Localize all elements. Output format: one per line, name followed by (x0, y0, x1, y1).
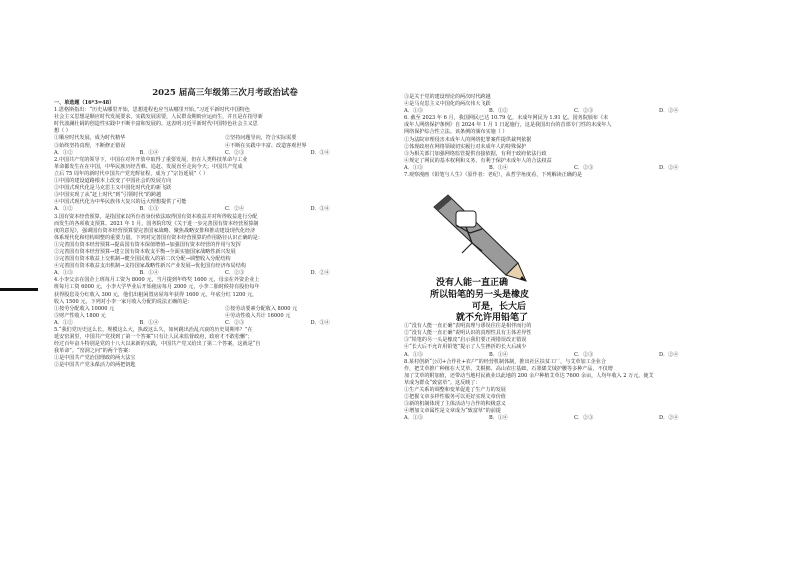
question-text-line: 4.小李父亲在国企上班每月工资为 8000 元，当月提到年终奖 1600 元，母亲在外资企业上 (54, 277, 260, 284)
question-block (404, 115, 744, 165)
answer-row (404, 415, 744, 422)
answer-choice: A．①③ (404, 415, 423, 422)
right-column (404, 94, 744, 422)
answer-choice: D．②④ (310, 270, 330, 277)
question-block (54, 214, 396, 271)
statement-option: ④规定了网民的基本权利和义务，有利于保护未成年人的合法权益 (404, 157, 552, 164)
answer-choice: C．②③ (574, 351, 594, 358)
answer-choice: A．①② (54, 206, 73, 213)
statement-option: ①是中国共产党治国理政的两大法宝 (54, 355, 136, 362)
statement-option: ④不断在实践中丰富、改造客观世界 (225, 142, 307, 149)
exam-title: 2025 届高三年级第三次月考政治试卷 (152, 88, 298, 98)
left-question-list (54, 107, 396, 369)
statement-option: ③始终坚持真理，不断修正错误 (54, 142, 126, 149)
question-text-line: 成年人网络保护条例》自 2024 年 1 月 1 日起施行，这是我国出台的首部专门性的未成年人 (404, 122, 612, 129)
statement-options (404, 137, 744, 165)
question-text-line: 1.恩格斯指出：“历史从哪里开始，思想进程也应当从哪里开始。”习近平新时代中国特色 (54, 107, 250, 114)
statement-option: ①“没有人能一直正确”表明真理与谬误往往是相伴而行的 (404, 323, 532, 330)
answer-choice: B．①④ (489, 351, 509, 358)
answer-choice: D．②④ (659, 108, 679, 115)
cartoon-caption-2: 所以铅笔的另一头是橡皮 (430, 290, 530, 301)
question-text-line: 体系现代化和结构调整的重要力量。下列对完善国有资本经营预算的作用路径认识正确的是： (54, 234, 263, 241)
answer-choice: B．①④ (139, 270, 159, 277)
pencil-icon (434, 195, 526, 281)
answer-choice: D．③④ (310, 319, 330, 326)
binding-margin-mark (0, 288, 38, 291)
statement-option: ②把握文章多样性服务可以更好实现文章价值 (404, 394, 506, 401)
question-text-line: 班每月工资 6000 元，小李大学毕业后开始租房每月 2000 元，小李二胎时候持有股份每年 (54, 284, 260, 291)
question-text-line: 7.观察漫画《铅笔与人生》（原作者：老纪），从哲学角度看，下列解读正确的是 (404, 172, 583, 179)
answer-choice: C．②③ (225, 319, 245, 326)
question-text-line: 草成为群众“致富草”。这反映了： (404, 379, 481, 386)
statement-option: ③新的机制体现了主体活动与合作的积极意义 (404, 401, 506, 408)
statement-option: ②中国式现代化是马克思主义中国化时代化的新飞跃 (54, 185, 172, 192)
answer-row (54, 320, 396, 327)
answer-choice: D．②④ (659, 415, 679, 422)
question-text-line: 延安窑洞里，中国共产党找到了第一个答案“只有让人民来监督政府，政府才不敢松懈”； (54, 334, 253, 341)
statement-options (54, 242, 396, 270)
answer-choices (404, 415, 744, 422)
statement-option: ②完善国有资本经营预算→建立国有资本收支平衡→全面实施国家战略性新兴发展 (54, 248, 236, 255)
question-text-line: 想（ ） (54, 128, 71, 135)
statement-option: ③为相关部门加强网络监管提供直接依据，有利于政府依法行政 (404, 150, 547, 157)
answer-choice: A．①③ (404, 351, 423, 358)
statement-option: ②是中国共产党永葆活力的两把钥匙 (54, 362, 136, 369)
statement-options (54, 306, 396, 320)
question-text-line: 度的意见》，强调国有资本经营预算要完善国家战略、聚焦战略安排和推动建设现代化经济 (54, 227, 256, 234)
statement-option: ①完善国有资本经营预算→提高国有资本保值增值→加强国有资本经营的作用与发挥 (54, 241, 241, 248)
answer-choice: B．①④ (489, 415, 509, 422)
question-text-line: 立后 75 周年的新时代中国共产党光辉征程，成为了“宗旨延展”（ ） (54, 170, 209, 177)
answer-choices (404, 165, 744, 172)
answer-row (404, 352, 744, 359)
answer-choice: A．①③ (54, 270, 73, 277)
pencil-cartoon (426, 181, 596, 321)
question-text-line: 时代波澜壮阔的创造性实践中不断丰富和发展的。这表明习近平新时代中国特色社会主义思 (54, 121, 258, 128)
question-text-line: 加了艾草的附加值，还带动当地村民就业以此地的 200 余户种植艾草达 7600 余亩，人均年收入 2 万元，使艾 (404, 372, 654, 379)
question-text-line: 5.“我们党历史这么长、规模这么大，执政这么久，如何跳出治乱兴衰的历史周期率？”在 (54, 327, 253, 333)
statement-option: ①顺应时代发展，成为时代精华 (54, 135, 126, 142)
statement-options (404, 387, 744, 415)
statement-option: ①生产关系的调整和变革促进了生产力的发展 (404, 386, 506, 393)
answer-choice: B．①④ (139, 149, 159, 156)
statement-option: ③是关于党的建设理论的两次时代跨越 (404, 94, 491, 100)
question-block (404, 172, 744, 321)
answer-choice: A．①② (54, 149, 73, 156)
answer-choices (54, 320, 396, 327)
statement-option: ④劳动性收入共计 16000 元 (225, 312, 291, 319)
answer-choice: D．②④ (659, 164, 679, 171)
statement-options (54, 178, 396, 206)
answer-choice: A．①③ (404, 108, 423, 115)
question-text-line: 我革命”。“窑洞之问”的两个答案： (54, 348, 134, 355)
statement-options (54, 135, 396, 149)
answer-choice: C．②④ (225, 206, 245, 213)
answer-choice: A．①② (54, 319, 73, 326)
answer-choices (54, 150, 396, 157)
statement-option: ④“长大后不允许用铅笔”提示了人生挫折的长大后减少 (404, 344, 527, 351)
section-heading: 一、单选题（16*3=48） (54, 100, 115, 106)
answer-choice: D．③④ (310, 206, 330, 213)
answer-choice: B．①④ (489, 164, 509, 171)
statement-option: ④完善国有资本收益支出机制→支持国家战略性新兴产业发展→优化国有经济布局结构 (54, 263, 246, 270)
statement-option: ①按劳分配收入 10000 元 (54, 305, 115, 312)
answer-choice: D．③④ (310, 149, 330, 156)
statement-option: ②“没有人能一直正确”说明认识的真理性具有主体差异性 (404, 330, 532, 337)
question-text-line: 获得股息及分红收入 300 元，他们出租闲置房屋每年获得 1600 元，年底分红 1200 元， (54, 291, 258, 298)
statement-option: ②体现政府在网络领域切实履行对未成年人的特殊保护 (404, 143, 527, 150)
question-text-line: 3.国有资本经营预算，是指国家以所有者身份依法取得国有资本收益并对所得收益进行分配 (54, 213, 258, 220)
right-question-list (404, 94, 744, 422)
cartoon-caption-3: 可是，长大后 (472, 302, 527, 313)
question-text-line: 革命都发生在在中国，中华民族历经苦难、追赶、发展直至走向今天；中国共产党成 (54, 163, 243, 170)
statement-option: ④中国式现代化为中华民族伟大复兴的远大理想提供了可能 (54, 199, 187, 206)
answer-row (54, 150, 396, 157)
answer-choice: B．①③ (139, 206, 159, 213)
statement-option: ②按劳动要素分配收入 8000 元 (225, 305, 298, 312)
statement-option: ①中国的建设道路根本上改变了中国社会的发展方向 (54, 178, 172, 185)
question-block (54, 277, 396, 320)
answer-choice: C．②③ (225, 149, 245, 156)
cartoon-caption-1: 没有人能一直正确 (436, 278, 509, 289)
question-block (404, 323, 744, 351)
left-column (54, 88, 396, 370)
statement-option: ④增加文章属性是文章成为“致富草”的前提 (404, 408, 501, 415)
statement-option: ③“铅笔的另一头是橡皮”启示我们要正视错误改正错误 (404, 337, 527, 344)
answer-row (54, 206, 396, 213)
statement-options (404, 94, 744, 108)
answer-choice: B．①② (489, 108, 509, 115)
question-block (404, 94, 744, 108)
answer-choices (404, 352, 744, 359)
question-text-line: 网络保护综合性立法。该条例的颁布实施（ ） (404, 129, 508, 136)
question-text-line: 8.某村创新“公司+合作社+农户”的经营机制体制，推出社区扶贫工厂，与艾草加工企业合 (404, 358, 606, 365)
question-text-line: 而发生的各项收支预算。2021 年 1 月，国务院印发《关于进一步完善国有资本经营预算制 (54, 220, 259, 227)
statement-option: ④是马克思主义中国化的两次伟大飞跃 (404, 101, 491, 108)
statement-option: ③财产性收入 1800 元 (54, 312, 106, 319)
statement-option: ③中国实现了从“赶上时代”到“引领时代”的跨越 (54, 192, 162, 199)
question-text-line: 6. 截至 2023 年 6 月，我国网民已达 10.79 亿，未成年网民为 1.91 亿。国务院颁布《未 (404, 115, 609, 122)
answer-choices (54, 206, 396, 213)
question-block (54, 327, 396, 370)
statement-option: ③完善国有资本收益上交机制→健全国民收入的第二次分配→调整收入分配结构 (54, 256, 231, 263)
answer-choice: A．①③ (404, 164, 423, 171)
statement-option: ①为法院审理侵害未成年人的网络犯罪案件提供裁判依据 (404, 136, 532, 143)
answer-row (404, 165, 744, 172)
answer-choice: B．①④ (139, 319, 159, 326)
answer-choice: C．②③ (574, 108, 594, 115)
answer-choice: C．②③ (574, 415, 594, 422)
question-block (54, 157, 396, 207)
question-text-line: 经过百年奋斗特别是党的十八大以来新的实践，中国共产党又给出了第二个答案，这就是“自 (54, 341, 261, 348)
cartoon-caption-4: 就不允许用铅笔了 (456, 313, 529, 322)
question-text-line: 社会主义思想是顺应时代发展要求、实践发展需要，人民群众期盼应运而生，并且是在指导新 (54, 114, 263, 121)
answer-choice: C．②③ (225, 270, 245, 277)
question-block (404, 359, 744, 416)
question-text-line: 收入 1500 元，下列对小李一家月收入分配的说法正确的是： (54, 298, 193, 305)
statement-options (404, 323, 744, 351)
question-text-line: 作，把艾草推广种植在大艾草、艾棍棉、高山农庄基础、石墨烯艾绒护腰等多种产品，不仅增 (404, 365, 613, 372)
statement-options (54, 355, 396, 369)
answer-choice: D．②④ (659, 351, 679, 358)
answer-choice: C．②③ (574, 164, 594, 171)
statement-option: ②坚持问题导向，符合实际需要 (225, 135, 297, 142)
question-text-line: 2.中国共产党的领导下，中国在对外开放中取得了重要发展，但在人类科技革命与工业 (54, 156, 248, 163)
question-block (54, 107, 396, 150)
